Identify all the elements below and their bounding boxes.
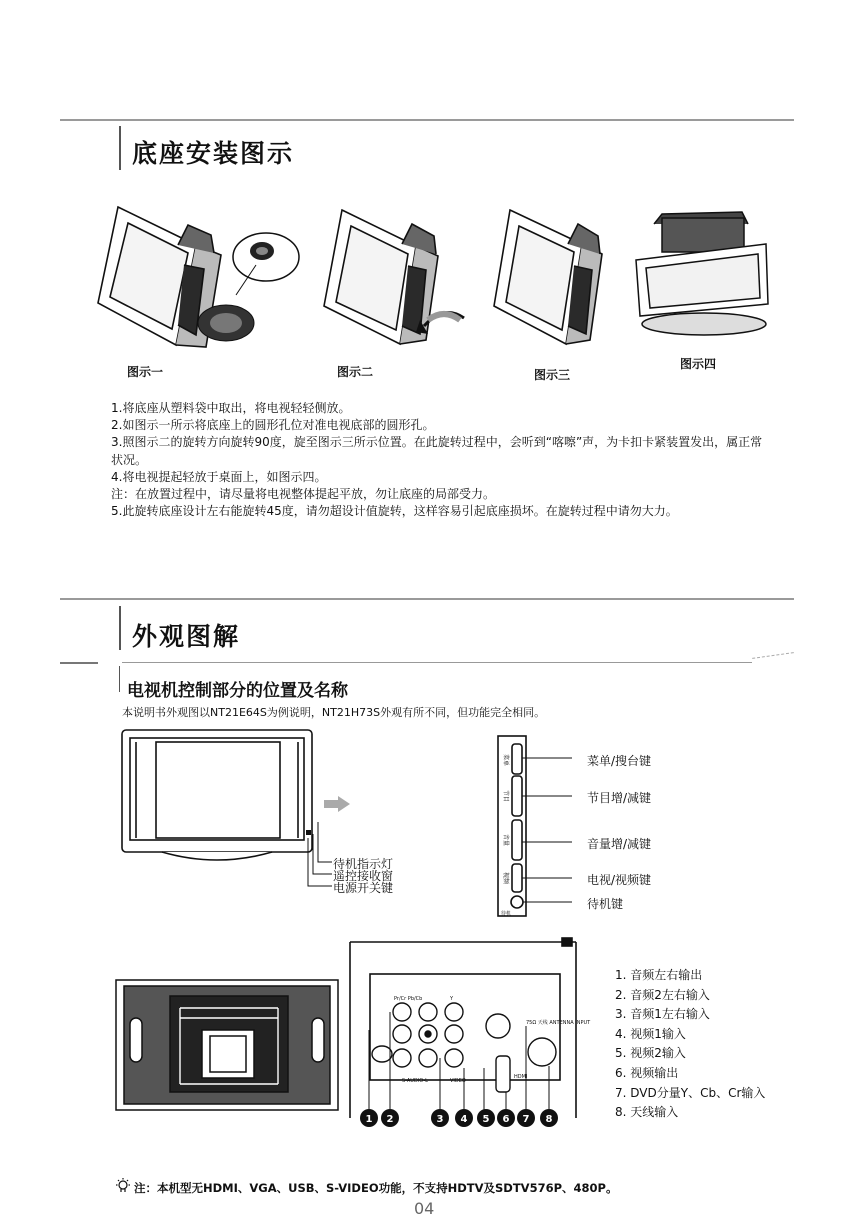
section1-title-bar <box>119 126 121 170</box>
instruction-2: 2.如图示一所示将底座上的圆形孔位对准电视底部的圆形孔。 <box>111 418 435 433</box>
panel-text-standby: 待机 <box>501 911 512 917</box>
figure-1-illustration <box>96 205 296 355</box>
figure-2-illustration <box>316 208 476 358</box>
page-number: 04 <box>414 1199 435 1218</box>
section2-rule <box>60 598 794 600</box>
label-tv-av-button: 电视/视频键 <box>587 873 652 887</box>
section2-title-bar <box>119 606 121 650</box>
panel-text-y: Y <box>450 996 454 1002</box>
legend-item-2: 2. 音频2左右输入 <box>615 987 710 1002</box>
legend-item-3: 3. 音频1左右输入 <box>615 1007 710 1022</box>
panel-text-pr-pb: Pr/Cr Pb/Cb <box>394 996 423 1002</box>
legend-item-8: 8. 天线输入 <box>615 1105 679 1120</box>
figure-1-caption: 图示一 <box>127 365 164 379</box>
section2-title: 外观图解 <box>132 622 241 651</box>
legend-item-4: 4. 视频1输入 <box>615 1026 686 1041</box>
label-standby-button: 待机键 <box>587 897 624 911</box>
subsection-left-dash <box>60 662 98 664</box>
panel-text-antenna: 75Ω 天线 ANTENNA INPUT <box>526 1020 591 1026</box>
instruction-5: 5.此旋转底座设计左右能旋转45度，请勿超设计值旋转，这样容易引起底座损坏。在旋转过程中请勿大力。 <box>111 504 678 519</box>
side-control-panel <box>496 734 596 924</box>
marker-4: 4 <box>460 1114 468 1125</box>
figure-4-caption: 图示四 <box>680 357 717 371</box>
rear-connector-legend <box>615 966 765 1123</box>
label-program-button: 节目增/减键 <box>587 791 652 805</box>
instruction-4: 4.将电视提起轻放于桌面上，如图示四。 <box>111 469 327 484</box>
top-rule <box>60 119 794 121</box>
marker-3: 3 <box>436 1114 444 1125</box>
legend-item-6: 6. 视频输出 <box>615 1065 679 1080</box>
marker-2: 2 <box>386 1114 394 1125</box>
subsection-title-bar <box>119 666 120 692</box>
panel-text-video: VIDEO <box>450 1078 466 1084</box>
installation-instructions <box>111 400 791 520</box>
figure-4-illustration <box>632 212 772 337</box>
panel-text-volume: 音量 <box>502 834 509 847</box>
panel-text-program: 节目 <box>502 790 509 803</box>
figure-3-caption: 图示三 <box>534 368 571 382</box>
instruction-1: 1.将底座从塑料袋中取出，将电视轻轻侧放。 <box>111 401 351 415</box>
legend-item-7: 7. DVD分量Y、Cb、Cr输入 <box>615 1085 766 1100</box>
section1-title: 底座安装图示 <box>132 139 295 168</box>
label-power-switch: 电源开关键 <box>333 881 394 895</box>
tv-rear-view <box>114 978 354 1114</box>
panel-text-hdmi: HDMI <box>514 1074 528 1080</box>
marker-6: 6 <box>502 1114 510 1125</box>
footer-note: 注：本机型无HDMI、VGA、USB、S-VIDEO功能，不支持HDTV及SDTV576P、480P。 <box>134 1181 618 1195</box>
subsection-rule-tail <box>752 652 794 659</box>
legend-item-1: 1. 音频左右输出 <box>615 968 703 982</box>
panel-text-tv-av: 视频 <box>502 872 509 885</box>
legend-item-5: 5. 视频2输入 <box>615 1046 686 1061</box>
label-volume-button: 音量增/减键 <box>587 837 652 851</box>
figure-2-caption: 图示二 <box>337 365 374 379</box>
lightbulb-icon <box>114 1177 132 1195</box>
label-menu-button: 菜单/搜台键 <box>587 754 652 768</box>
marker-1: 1 <box>365 1114 373 1125</box>
instruction-3: 3.照图示二的旋转方向旋转90度，旋至图示三所示位置。在此旋转过程中，会听到“喀嚓”声，为卡扣卡紧装置发出，属正常状况。 <box>111 435 763 467</box>
instruction-note: 注：在放置过程中，请尽量将电视整体提起平放，勿让底座的局部受力。 <box>111 487 496 502</box>
label-remote-receiver: 遥控接收窗 <box>333 869 394 883</box>
marker-7: 7 <box>522 1114 530 1125</box>
tv-front-view <box>120 726 420 876</box>
marker-5: 5 <box>482 1114 490 1125</box>
controls-subtitle: 电视机控制部分的位置及名称 <box>127 681 348 701</box>
panel-text-menu: 菜单 <box>502 754 509 767</box>
model-note: 本说明书外观图以NT21E64S为例说明，NT21H73S外观有所不同，但功能完全相同。 <box>122 706 546 719</box>
subsection-rule <box>122 662 752 663</box>
label-standby-indicator: 待机指示灯 <box>333 857 394 871</box>
figure-3-illustration <box>490 208 610 358</box>
marker-8: 8 <box>545 1114 553 1125</box>
panel-text-s-audio: S-AUDIO-L <box>402 1078 428 1084</box>
rear-connector-panel <box>346 938 591 1128</box>
